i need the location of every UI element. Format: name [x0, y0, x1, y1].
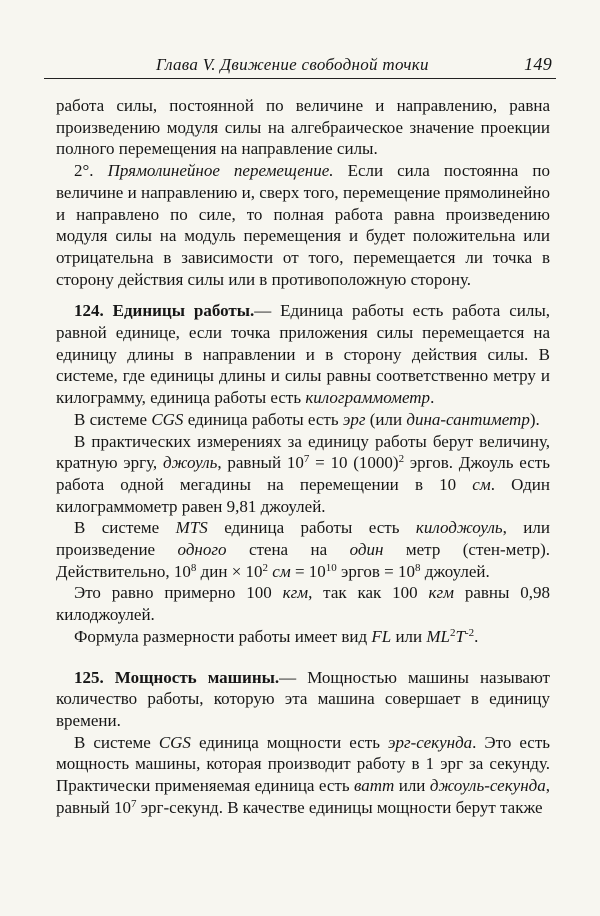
paragraph-mts-work-unit: В системе MTS единица работы есть килоджоуль, или произведение одного стена на один метр (стен-метр). Действительно, $10^8$ дин × $10^2$ см = $10^{10}$ эргов = $10^8$ джоулей.	[56, 518, 551, 581]
section-heading-124: 124. Единицы работы.	[74, 301, 255, 321]
page-body	[56, 95, 550, 819]
chapter-title: Глава V. Движение свободной точки	[156, 55, 429, 74]
paragraph-joule: В практических измерениях за единицу работы берут величину, кратную эргу, джоуль, равный $10^7 = 10$ $(1000)^2$ эргов. Джоуль есть работа одной мегадины на перемещении в 10 см. Один килограммометр равен 9,81 джоулей.	[56, 431, 550, 516]
subsection-title: Прямолинейное перемещение.	[107, 161, 334, 181]
paragraph-dimension-formula: Формула размерности работы имеет вид FL или $ML^2T^{-2}$.	[74, 626, 479, 646]
paragraph-kgm-equivalence: Это равно примерно 100 кгм, так как 100 кгм равны 0,98 килоджоулей.	[56, 583, 551, 625]
section-125-machine-power: 125. Мощность машины.— Мощностью машины называют количество работы, которую эта машина совершает в единицу времени.	[56, 667, 550, 730]
running-header	[44, 52, 556, 79]
paragraph-power-units: В системе CGS единица мощности есть эрг-секунда. Это есть мощность машины, которая производит работу в 1 эрг за секунду. Практически применяемая единица есть ватт или джоуль-секунда, равный $10^7$ эрг-секунд. В качестве единицы мощности берут также	[56, 732, 551, 817]
section-heading-125: 125. Мощность машины.	[74, 667, 280, 687]
section-124-units-of-work: 124. Единицы работы.— Единица работы есть работа силы, равной единице, если точка приложения силы перемещается на единицу длины в направлении и в сторону действия силы. В системе, где единицы длины и силы равны соответственно метру и килограмму, единица работы есть килограммометр.	[56, 301, 550, 408]
paragraph-cgs-work-unit: В системе CGS единица работы есть эрг (или дина-сантиметр).	[74, 409, 540, 429]
page-number: 149	[524, 54, 552, 74]
paragraph-work-projection: работа силы, постоянной по величине и направлению, равна произведению модуля силы на алгебраическое значение проекции полного перемещения на направление силы.	[56, 96, 550, 159]
paragraph-rectilinear-displacement: 2°. Прямолинейное перемещение. Если сила постоянна по величине и направлению и, сверх того, перемещение прямолинейно и направлено по силе, то полная работа равна произведению модуля силы на модуль перемещения и будет положительна или отрицательна в зависимости от того, перемещается ли точка в сторону действия силы или в противоположную сторону.	[56, 161, 550, 289]
